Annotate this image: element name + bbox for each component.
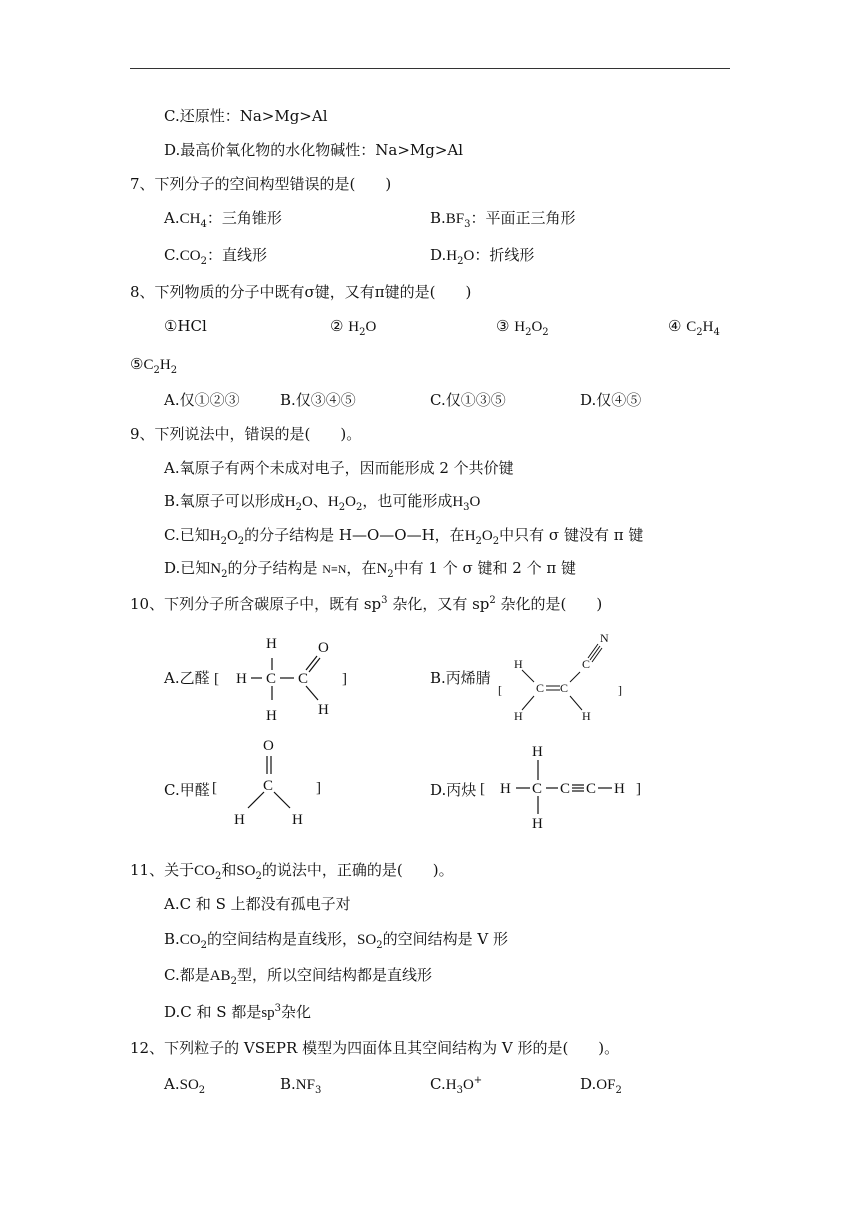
q11-stem: 11、关于$CO_2$和$SO_2$的说法中，正确的是( )。 [130,861,454,882]
q8-option-a: A.仅①②③ [164,391,240,409]
bracket-left: [ [480,781,485,797]
q11-option-d: D.C 和 S 都是$sp^3$杂化 [164,1003,312,1021]
atom-h: H [500,781,511,797]
atom-h: H [514,657,523,671]
q9-option-c: C.已知$H_2O_2$的分子结构是 H—O—O—H，在$H_2O_2$中只有 σ 键没有 π 键 [164,526,644,547]
q10-option-a-label: A.乙醛 [164,669,210,687]
header-rule [130,68,730,69]
bracket-right: ] [636,781,641,797]
q10-stem: 10、下列分子所含碳原子中，既有 $sp^3$ 杂化，又有 $sp^2$ 杂化的是( ) [130,595,603,613]
q8-option-c: C.仅①③⑤ [430,391,506,409]
atom-c: C [266,671,277,687]
q8-item-1: ①HCl [164,317,207,335]
q10-option-b-label: B.丙烯腈 [430,669,491,687]
q8-stem: 8、下列物质的分子中既有σ键，又有π键的是( ) [130,283,472,301]
q12-stem: 12、下列粒子的 VSEPR 模型为四面体且其空间结构为 V 形的是( )。 [130,1039,620,1057]
q8-item-4: ④ $C_2H_4$ [668,317,720,338]
q12-option-c: $C.H_3O^+$ [430,1075,483,1096]
q7-option-b: $B.BF_3$：平面正三角形 [430,209,576,230]
atom-c: C [560,681,569,695]
atom-o: O [263,738,274,754]
q9-option-b: B.氧原子可以形成$H_2O$、$H_2O_2$，也可能形成$H_3O$ [164,492,481,513]
q6-option-c: C.还原性：Na>Mg>Al [164,107,328,125]
acetaldehyde-structure [214,628,364,724]
atom-c: C [298,671,309,687]
q7-stem: 7、下列分子的空间构型错误的是( ) [130,175,392,193]
q10-option-c-label: C.甲醛 [164,781,210,799]
acrylonitrile-structure [494,628,634,724]
q11-option-c: C.都是$AB_2$型，所以空间结构都是直线形 [164,966,432,987]
q12-option-d: $D.OF_2$ [580,1075,622,1096]
q6-option-d: D.最高价氧化物的水化物碱性：Na>Mg>Al [164,141,464,159]
atom-h: H [532,816,543,832]
q10-option-d-label: D.丙炔 [430,781,477,799]
formaldehyde-structure [212,734,332,832]
atom-c: C [582,657,591,671]
atom-h: H [266,636,277,652]
atom-c: C [586,781,597,797]
q7-option-d: $D.H_2O$：折线形 [430,246,535,267]
atom-c: C [263,778,274,794]
atom-h: H [614,781,625,797]
q9-option-d: D.已知$N_2$的分子结构是 N≡N，在$N_2$中有 1 个 σ 键和 2 个 π 键 [164,559,577,580]
atom-h: H [234,812,245,828]
atom-h: H [532,744,543,760]
atom-h: H [266,708,277,724]
atom-h: H [292,812,303,828]
q8-item-2: ② $H_2O$ [330,317,377,338]
q9-option-a: A.氧原子有两个未成对电子，因而能形成 2 个共价键 [164,459,514,477]
q8-item-5: $⑤C_2H_2$ [130,355,178,376]
bracket-right: ] [316,780,321,796]
propyne-structure [480,740,650,834]
bracket-right: ] [342,671,347,687]
q8-option-b: B.仅③④⑤ [280,391,356,409]
bracket-left: [ [214,671,219,687]
q7-option-a: $A.CH_4$：三角锥形 [164,209,282,230]
q8-item-3: ③ $H_2O_2$ [496,317,549,338]
atom-h: H [514,709,523,723]
atom-c: C [532,781,543,797]
bracket-left: [ [212,780,217,796]
atom-c: C [536,681,545,695]
atom-n: N [600,631,609,645]
atom-h: H [582,709,591,723]
bracket-right: ] [618,683,622,697]
q12-option-b: $B.NF_3$ [280,1075,322,1096]
bracket-left: [ [498,683,502,697]
q11-option-a: A.C 和 S 上都没有孤电子对 [164,895,351,913]
q11-option-b: $B.CO_2$的空间结构是直线形，$SO_2$的空间结构是 V 形 [164,930,508,951]
q7-option-c: $C.CO_2$：直线形 [164,246,267,267]
q8-option-d: D.仅④⑤ [580,391,642,409]
atom-c: C [560,781,571,797]
q12-option-a: $A.SO_2$ [164,1075,206,1096]
atom-h: H [318,702,329,718]
atom-h: H [236,671,247,687]
atom-o: O [318,640,329,656]
q9-stem: 9、下列说法中，错误的是( )。 [130,425,362,443]
